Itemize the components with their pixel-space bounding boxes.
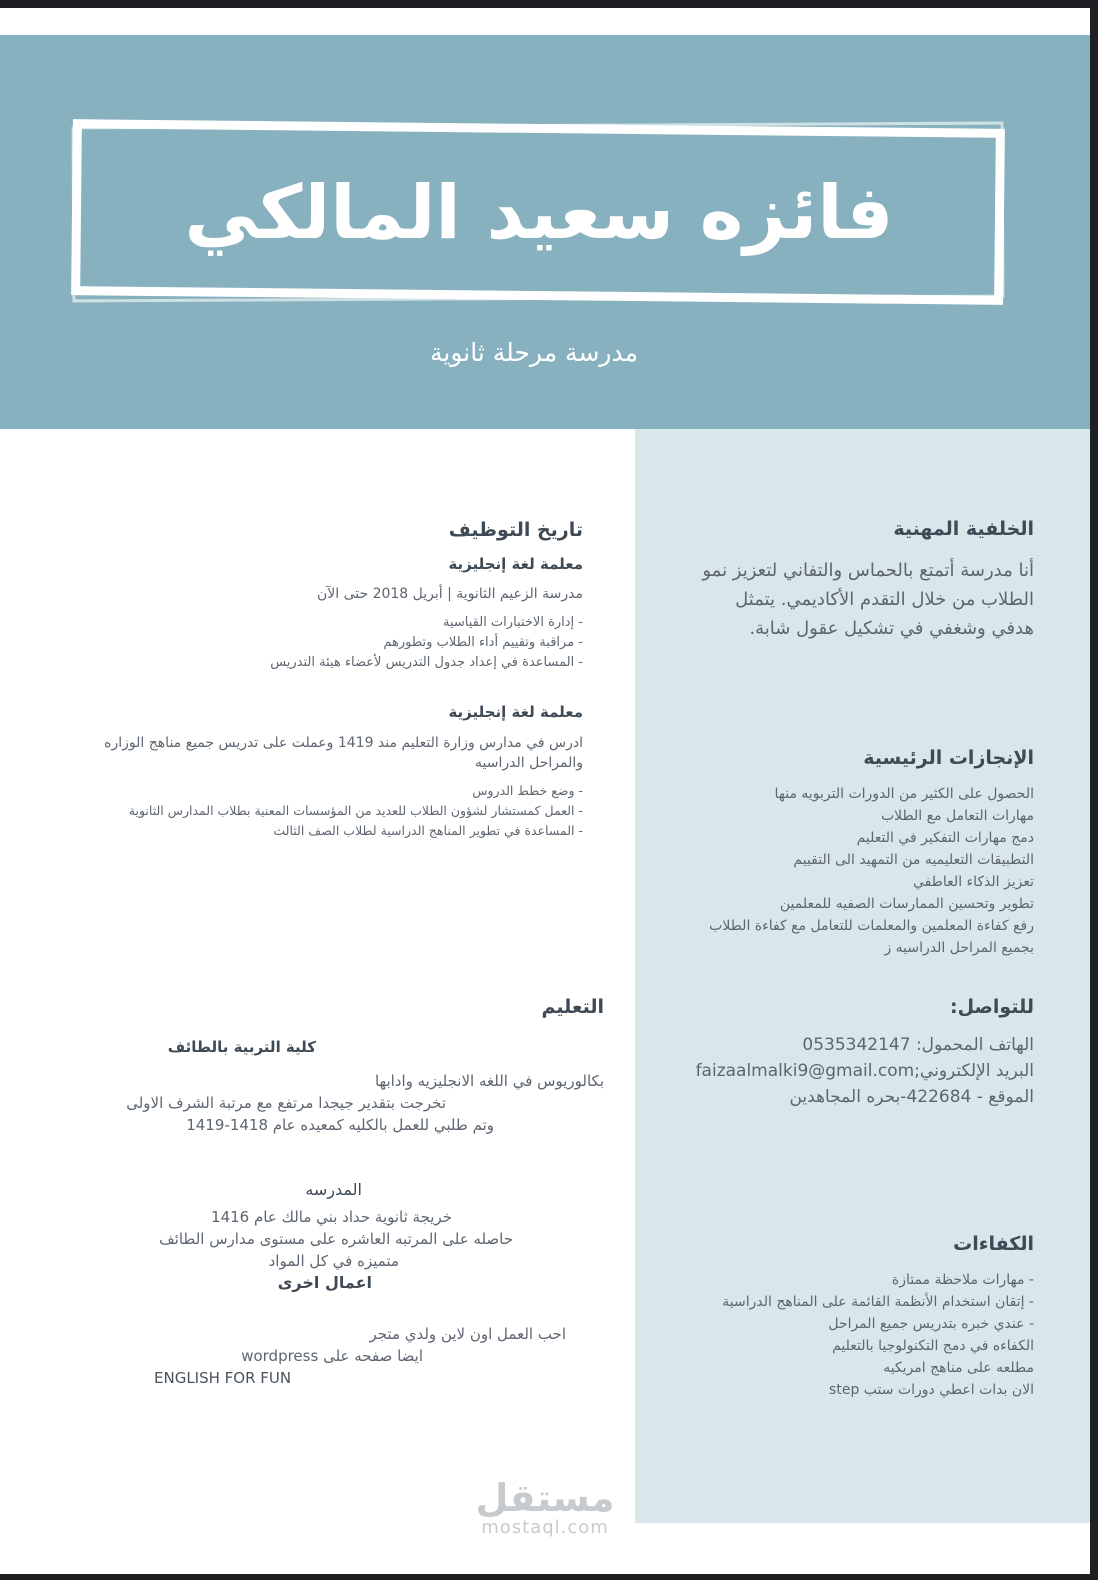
skills-section — [650, 1233, 1034, 1401]
background-heading: الخلفية المهنية — [893, 518, 1034, 540]
job-meta-1: مدرسة الزعيم الثانوية | أبريل 2018 حتى الآن — [316, 586, 583, 602]
job-duty: - المساعدة في تطوير المناهج الدراسية لطلاب الصف الثالث — [273, 823, 583, 838]
education-heading: التعليم — [541, 996, 604, 1018]
education-section — [40, 996, 604, 1018]
skill-item: - عندي خبره بتدريس جميع المراحل — [828, 1316, 1034, 1332]
college-details-2 — [60, 1092, 446, 1114]
person-name: فائزه سعيد المالكي — [184, 170, 894, 256]
employment-heading: تاريخ التوظيف — [448, 519, 583, 541]
bottom-border — [0, 1574, 1098, 1580]
top-border — [0, 0, 1098, 8]
right-border — [1090, 0, 1098, 1580]
skill-item: مطلعه على مناهج امريكيه — [883, 1360, 1034, 1376]
skill-item: - مهارات ملاحظة ممتازة — [891, 1272, 1034, 1288]
other-work-line: ايضا صفحه على wordpress — [241, 1347, 423, 1365]
achievement-item: الحصول على الكثير من الدورات التربويه منها — [774, 786, 1034, 802]
contact-email[interactable]: البريد الإلكتروني;faizaalmalki9@gmail.com — [695, 1061, 1034, 1081]
skill-item: الكفاءه في دمج التكنولوجيا بالتعليم — [832, 1338, 1034, 1354]
skills-heading: الكفاءات — [953, 1233, 1034, 1255]
job-title: مدرسة مرحلة ثانوية — [430, 338, 638, 367]
contact-heading: للتواصل: — [950, 996, 1034, 1018]
job-title-1: معلمة لغة إنجليزية — [448, 555, 583, 573]
achievement-item: تطوير وتحسين الممارسات الصفيه للمعلمين — [779, 896, 1034, 912]
achievement-item: تعزيز الذكاء العاطفي — [913, 874, 1034, 890]
job-duty: - وضع خطط الدروس — [472, 783, 583, 798]
watermark-arabic: مستقل — [475, 1476, 615, 1520]
college-details — [60, 1070, 604, 1092]
job-meta-2: والمراحل الدراسيه — [475, 755, 583, 771]
background-line: الطلاب من خلال التقدم الأكاديمي. يتمثل — [735, 589, 1034, 610]
employment-section — [40, 519, 583, 841]
job-duty: - المساعدة في إعداد جدول التدريس لأعضاء هيئة التدريس — [270, 655, 583, 670]
achievement-item: رفع كفاءة المعلمين والمعلمات للتعامل مع كفاءة الطلاب — [709, 918, 1034, 934]
school-heading: المدرسه — [305, 1180, 362, 1199]
achievements-section — [650, 747, 1034, 959]
achievement-item: بجميع المراحل الدراسيه ز — [884, 940, 1034, 956]
achievement-item: مهارات التعامل مع الطلاب — [880, 808, 1034, 824]
achievement-item: دمج مهارات التفكير في التعليم — [856, 830, 1034, 846]
background-line: أنا مدرسة أتمتع بالحماس والتفاني لتعزيز نمو — [702, 560, 1034, 581]
contact-location: الموقع - 422684-بحره المجاهدين — [789, 1087, 1034, 1107]
job-meta-2: ادرس في مدارس وزارة التعليم مند 1419 وعملت على تدريس جميع مناهج الوزاره — [104, 735, 583, 751]
skill-item: الان بدات اعطي دورات ستب step — [829, 1382, 1034, 1398]
achievements-heading: الإنجازات الرئيسية — [863, 747, 1034, 769]
job-title-2: معلمة لغة إنجليزية — [448, 703, 583, 721]
college-line: تخرجت بتقدير جيجدا مرتفع مع مرتبة الشرف الاولى — [126, 1094, 446, 1112]
background-section — [650, 518, 1034, 643]
skill-item: - إتقان استخدام الأنظمة القائمة على المناهج الدراسية — [722, 1294, 1034, 1310]
college-line: بكالوريوس في اللغه الانجليزيه وادابها — [374, 1072, 604, 1090]
contact-phone: الهاتف المحمول: 0535342147 — [802, 1035, 1034, 1055]
job-duty: - مراقبة وتقييم أداء الطلاب وتطورهم — [383, 635, 583, 650]
contact-section — [650, 996, 1034, 1110]
watermark — [440, 1478, 650, 1538]
other-work-heading: اعمال اخرى — [277, 1273, 372, 1292]
other-work-line: ENGLISH FOR FUN — [154, 1369, 292, 1387]
school-line: حاصله على المرتبه العاشره على مستوى مدارس الطائف — [159, 1230, 513, 1248]
achievement-item: التطبيقات التعليميه من التمهيد الى التقييم — [793, 852, 1034, 868]
watermark-latin: mostaql.com — [481, 1517, 609, 1538]
school-line: خريجة ثانوية حداد بني مالك عام 1416 — [211, 1208, 452, 1226]
job-duty: - العمل كمستشار لشؤون الطلاب للعديد من المؤسسات المعنية بطلاب المدارس الثانوية — [128, 803, 583, 818]
other-work-line: احب العمل اون لاين ولدي متجر — [369, 1325, 566, 1343]
job-duty: - إدارة الاختبارات القياسية — [442, 615, 583, 630]
college-name: كلية التربية بالطائف — [167, 1038, 316, 1056]
college-line: وتم طلبي للعمل بالكليه كمعيده عام 1418-1419 — [186, 1116, 494, 1134]
college-details-3 — [60, 1114, 494, 1136]
background-line: هدفي وشغفي في تشكيل عقول شابة. — [749, 618, 1034, 639]
school-line: متميزه في كل المواد — [268, 1252, 399, 1270]
